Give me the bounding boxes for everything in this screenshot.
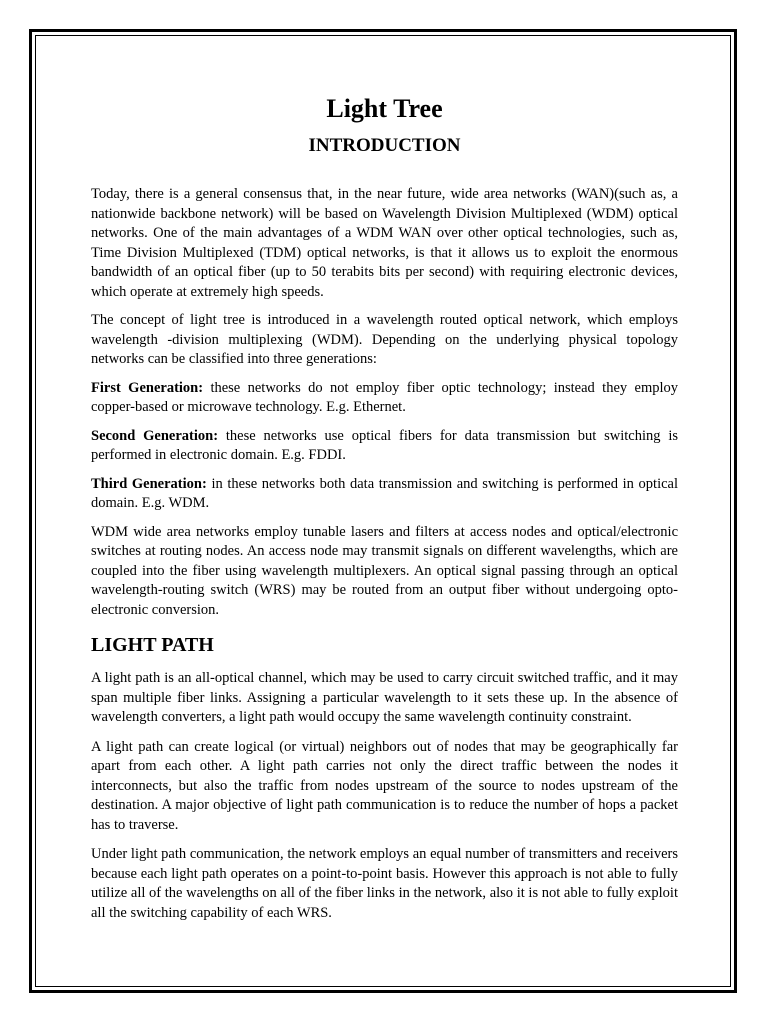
light-path-paragraph-1: A light path is an all-optical channel, which may be used to carry circuit switched traffic, and it may span multiple fiber links. Assigning a particular wavelength to it sets these up. In the absence of wavelength converters, a light path would occupy the same wavelength continuity constraint.	[91, 670, 678, 725]
light-path-paragraph-3: Under light path communication, the network employs an equal number of transmitters and receivers because each light path operates on a point-to-point basis. However this approach is not able to fully utilize all of the wavelengths on all of the fiber links in the network, also it is not able to fully exploit all the switching capability of each WRS.	[91, 846, 678, 921]
document-title: Light Tree	[326, 94, 443, 123]
document-subtitle: INTRODUCTION	[308, 135, 461, 156]
third-generation-label: Third Generation:	[91, 475, 207, 492]
second-generation-text: these networks use optical fibers for data transmission but switching is performed in electronic domain. E.g. FDDI.	[91, 427, 679, 463]
first-generation-text: these networks do not employ fiber optic technology; instead they employ copper-based or microwave technology. E.g. Ethernet.	[91, 379, 678, 415]
second-generation-paragraph	[91, 427, 678, 466]
intro-paragraph-1: Today, there is a general consensus that, in the near future, wide area networks (WAN)(such as, a nationwide backbone network) will be based on Wavelength Division Multiplexed (WDM) optical networks. One of the main advantages of a WDM WAN over other optical technologies, such as, Time Division Multiplexed (TDM) optical networks, is that it allows us to exploit the enormous bandwidth of an optical fiber (up to 50 terabits bits per second) with requiring electronic devices, which operate at extremely high speeds.	[91, 186, 678, 300]
first-generation-label: First Generation:	[91, 379, 204, 396]
section-heading-light-path: LIGHT PATH	[91, 634, 214, 656]
third-generation-paragraph	[91, 475, 678, 514]
first-generation-paragraph	[91, 379, 678, 418]
wdm-paragraph: WDM wide area networks employ tunable lasers and filters at access nodes and optical/electronic switches at routing nodes. An access node may transmit signals on different wavelengths, which are coupled into the fiber using wavelength multiplexers. An optical signal passing through an optical wavelength-routing switch (WRS) may be routed from an output fiber without undergoing opto-electronic conversion.	[91, 523, 678, 618]
document-body	[91, 92, 678, 923]
third-generation-text: in these networks both data transmission and switching is performed in optical domain. E.g. WDM.	[91, 475, 678, 511]
intro-paragraph-2: The concept of light tree is introduced in a wavelength routed optical network, which employs wavelength -division multiplexing (WDM). Depending on the underlying physical topology networks can be classified into three generations:	[91, 312, 678, 367]
light-path-paragraph-2: A light path can create logical (or virtual) neighbors out of nodes that may be geographically far apart from each other. A light path carries not only the direct traffic between the nodes it interconnects, but also the traffic from nodes upstream of the source to nodes upstream of the destination. A major objective of light path communication is to reduce the number of hops a packet has to traverse.	[91, 738, 678, 833]
second-generation-label: Second Generation:	[91, 427, 219, 444]
